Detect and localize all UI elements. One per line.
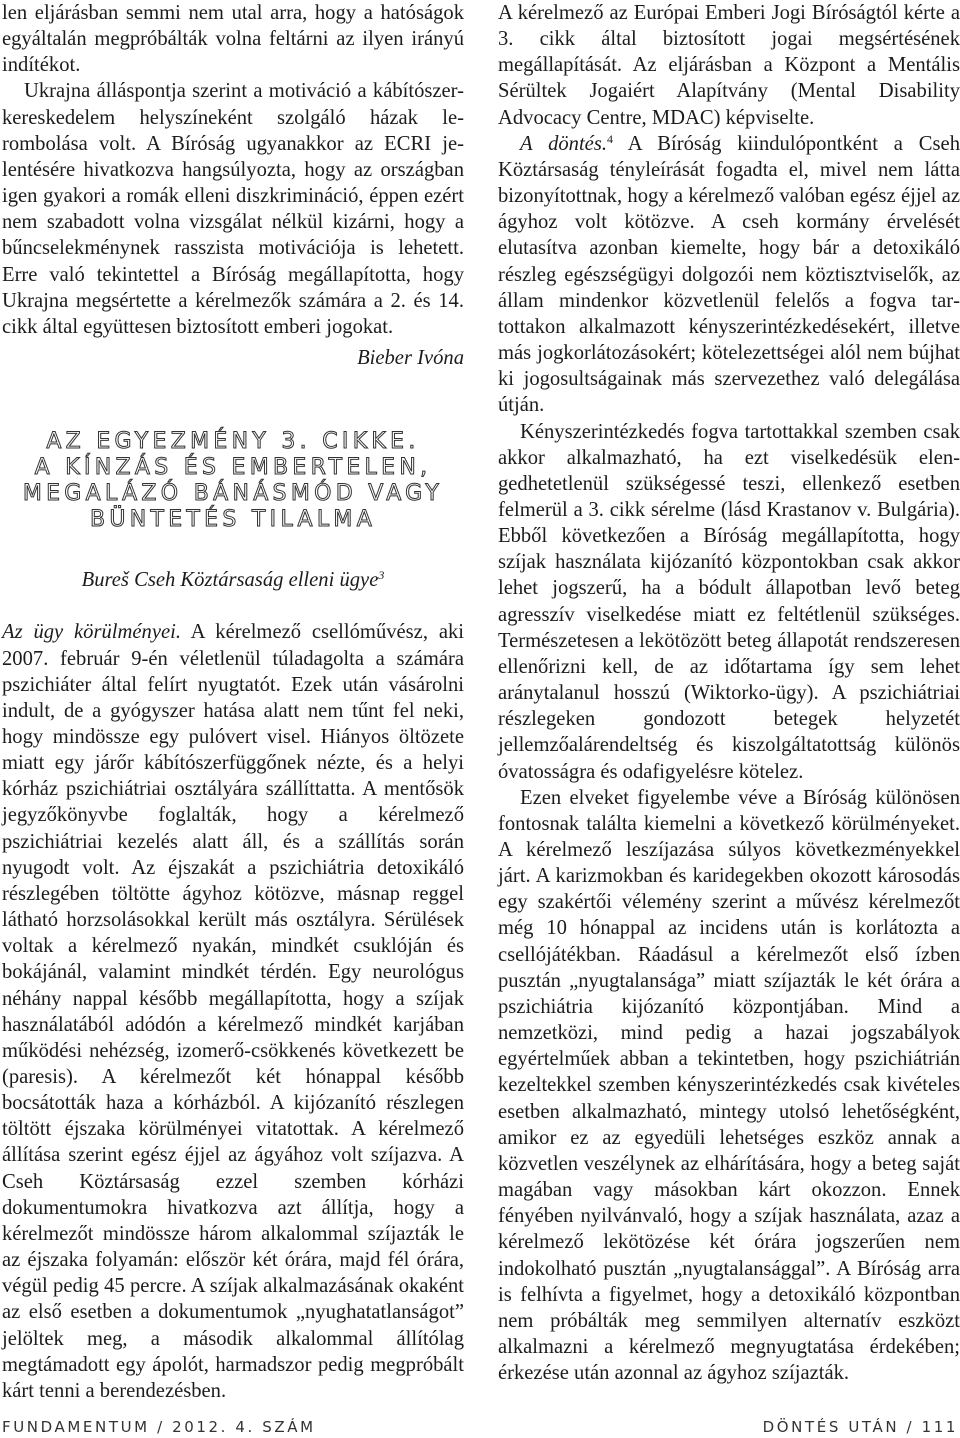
case-title-text: Bureš Cseh Köztársaság elleni ügye (81, 569, 379, 592)
section-title (2, 429, 464, 533)
coercion-paragraph: Kényszerintézkedés fogva tartottakkal szemben csak akkor alkalmazható, ha ezt viselkedésük elengedhetetlenül szükségessé teszi, ellenkező esetben felmerül a 3. cikk sérelme (lásd Krastanov v. Bulgária). Ebből következően a Bíróság megállapította, hogy szíjak használata kijózanító központokban csak akkor lehet jogszerű, ha a bódult állapotban levő beteg agresszív viselkedése miatt ez feltétlenül szükséges. Természetesen a lekötözött beteg állapotát rendszeresen ellenőrizni kell, de az időtartama így sem lehet aránytalanul hosszú (Wiktorko-ügy). A pszichiátriai részlegeken gondozott betegek helyzetét jellemzőalárendeltség és kiszolgáltatottság különös óvatosságra és odafigyelésre kötelez. (498, 420, 960, 783)
section-title-line-1: AZ EGYEZMÉNY 3. CIKKE. (46, 429, 420, 455)
decision-lead: A döntés. (520, 132, 607, 155)
circumstances-paragraph (2, 619, 464, 1404)
footer-section-page: DÖNTÉS UTÁN / 111 (762, 1418, 958, 1436)
section-title-line-3: MEGALÁZÓ BÁNÁSMÓD VAGY (22, 481, 444, 507)
principles-paragraph: Ezen elveket figyelembe véve a Bíróság különösen fontosnak találta kiemelni a következő körülményeket. A kérelmező leszíjazása súlyos következményekkel járt. A karizmokban és karidegekben okozott károsodás egy szakértői vélemény szerint a művész kérelmezőt még 10 hónappal az incidens után is korlátozta a csellójátékban. Ráadásul a kérelmezőt első ízben pusztán „nyugtalansága” miatt szíjazták le két órára a pszichiátria kijózanító központjában. Mind a nemzetközi, mind pedig a hazai jogszabályok egyértelműek abban a tekintetben, hogy pszichiátrián kezeltekkel szemben kényszerintézkedés csak kivételes esetben alkalmazható, mintegy utolsó lehetőségként, amikor ez az egyedüli lehetséges eszköz annak a közvetlen veszélynek az elhárítására, hogy a beteg saját magában vagy másokban kárt okozzon. Ennek fényében nyilvánvaló, hogy a szíjak használata, azaz a kérelmező lekötözése két órára jogszerűen nem indokolható pusztán „nyugtalansággal”. A Bíróság arra is felhívta a figyelmet, hogy a detoxikáló központban nem próbálták meg semmilyen alternatív eszközt alkalmazni a kérelmező megnyugtatása érdekében; érkezése után azonnal az ágyhoz szíjazták. (498, 786, 960, 1385)
decision-footnote-marker: 4 (606, 131, 613, 146)
right-column (498, 0, 960, 1386)
case-footnote-marker: 3 (378, 568, 385, 583)
left-column (2, 0, 464, 1404)
article-author: Bieber Ivóna (357, 347, 464, 370)
section-title-line-4: BÜNTETÉS TILALMA (89, 507, 377, 533)
footer-journal-issue: FUNDAMENTUM / 2012. 4. SZÁM (2, 1418, 316, 1436)
section-title-line-2: A KÍNZÁS ÉS EMBERTELEN, (34, 455, 432, 481)
case-title (2, 567, 464, 593)
continued-paragraph: len eljárásban semmi nem utal arra, hogy a hatóságok egyáltalán megpróbálták volna feltárni az ilyen irányú indítékot. (2, 2, 464, 77)
decision-text: A Bíróság kiindulópontként a Cseh Köztársaság tényleírását fogadta el, mivel nem látta bizonyítottnak, hogy a kérelmező valóban egész éjjel az ágyhoz volt kötözve. A cseh kormány érvelését elutasítva azonban kiemelte, hogy bár a detoxikáló részleg egészségügyi dolgozói nem köztisztviselők, az állam mindenkor közvetlenül felelős a fogva tartottakon alkalmazott kényszerintézkedésekért, illetve más jogkorlátozásokért; kötelezettségei alól nem bújhat ki jogosultságainak más szervezethez való delegálása útján. (498, 132, 960, 417)
decision-paragraph (498, 131, 960, 419)
ukraine-paragraph: Ukrajna álláspontja szerint a motiváció a kábítószer-kereskedelem helyszíneként szolgáló házak lerombolása volt. A Bíróság ugyanakkor az ECRI jelentésére hivatkozva hangsúlyozta, hogy az országban igen gyakori a romák elleni diszkrimináció, éppen ezért nem szabadott volna vizsgálat nélkül kizárni, hogy a bűncselekménynek rasszista motivációja is lehetett. Erre való tekintettel a Bíróság megállapította, hogy Ukrajna megsértette a kérelmezők számára a 2. és 14. cikk által együttesen biztosított emberi jogokat. (2, 80, 464, 338)
application-paragraph: A kérelmező az Európai Emberi Jogi Bíróságtól kérte a 3. cikk által biztosított jogai megsértésének megállapítását. Az eljárásban a Központ a Mentális Sérültek Jogaiért Alapítvány (Mental Disability Advocacy Centre, MDAC) képviselte. (498, 2, 960, 129)
circumstances-lead: Az ügy körülményei. (2, 621, 181, 644)
circumstances-text: A kérelmező csellóművész, aki 2007. február 9-én véletlenül túladagolta a számára pszichiáter által felírt nyugtatót. Ezek után vásárolni indult, de a gyógyszer hatása alatt nem tűnt fel neki, hogy mindössze egy pulóvert visel. Hiányos öltözete miatt egy járőr kábítószerfüggőnek nézte, és a helyi kórház pszichiátriai osztályára szállíttatta. A mentősök jegyzőkönyvbe foglalták, hogy a kérelmező pszichiátriai kezelés alatt áll, és a szállítás során nyugodt volt. Az éjszakát a pszichiátria detoxikáló részlegében töltötte ágyhoz kötözve, másnap reggel látható horzsolásokkal került más osztályra. Sérülések voltak a kérelmező nyakán, mindkét csuklóján és bokájánál, valamint mindkét térdén. Egy neurológus néhány nappal később megállapította, hogy a szíjak használatából adódón a kérelmező mindkét karjában működési nehézség, izomerő-csökkenés következett be (paresis). A kérelmezőt két hónappal később bocsátották haza a kórházból. A kijózanító részlegen töltött éjszaka körülményei vitatottak. A kérelmező állítása szerint egész éjjel az ágyához volt szíjazva. A Cseh Köztársaság ezzel szemben kórházi dokumentumokra hivatkozva azt állítja, hogy a kérelmezőt mindössze három alkalommal szíjazták le az éjszaka folyamán: először két órára, majd fél órára, végül pedig 45 percre. A szíjak alkalmazásának okaként az első esetben a dokumentumok „nyughatatlanságot” jelöltek meg, a második alkalommal állítólag megtámadott egy ápolót, harmadszor pedig megpróbált kárt tenni a berendezésben. (2, 621, 464, 1402)
